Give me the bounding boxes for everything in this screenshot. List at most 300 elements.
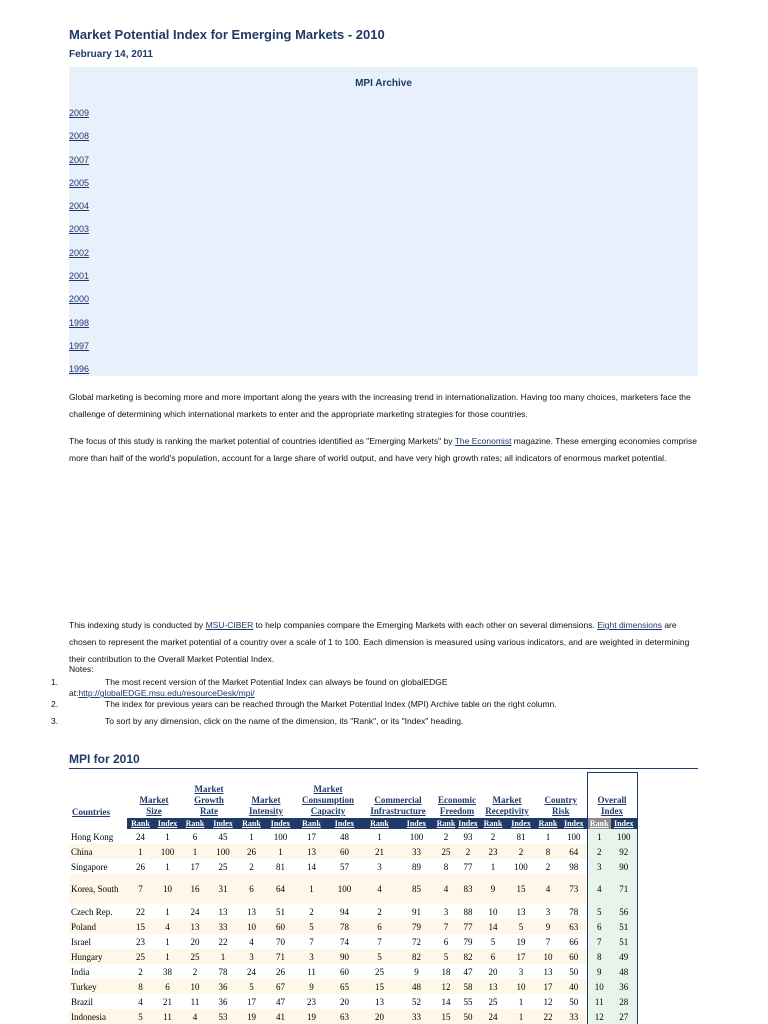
mpi-table — [69, 772, 638, 1024]
rank-cell: 10 — [237, 919, 266, 934]
rank-cell: 24 — [190, 906, 200, 917]
mpi-rank-index-header-row — [69, 818, 637, 829]
index-cell: 5 — [507, 919, 535, 934]
index-cell: 100 — [273, 831, 288, 842]
rank-cell: 5 — [587, 904, 611, 919]
rank-cell: 7 — [377, 936, 382, 947]
index-header-market-intensity[interactable]: Index — [266, 818, 295, 829]
country-name: Brazil — [71, 996, 93, 1007]
table-row — [69, 964, 637, 979]
rank-cell: 10 — [535, 949, 561, 964]
index-cell: 31 — [209, 874, 237, 904]
index-cell: 81 — [276, 861, 285, 872]
rank-cell: 25 — [181, 949, 209, 964]
rank-cell: 1 — [295, 874, 328, 904]
archive-link-2009[interactable]: 2009 — [69, 108, 90, 118]
note-3-text: To sort by any dimension, click on the name of the dimension, its "Rank", or its "Index" heading. — [105, 716, 464, 726]
index-cell: 79 — [463, 936, 473, 947]
note-1 — [51, 677, 448, 688]
rank-cell: 5 — [127, 1009, 154, 1024]
dimension-header-line: Infrastructure — [370, 806, 426, 816]
index-cell: 92 — [611, 844, 637, 859]
rank-cell: 14 — [307, 861, 316, 872]
index-cell: 81 — [516, 831, 526, 842]
index-cell: 100 — [611, 829, 637, 844]
country-name: Hungary — [69, 949, 127, 964]
index-cell: 11 — [154, 1009, 181, 1024]
index-cell: 28 — [611, 994, 637, 1009]
dimension-header-line: Growth — [194, 795, 224, 805]
dimension-header-line: Intensity — [248, 806, 283, 816]
index-cell: 1 — [209, 949, 237, 964]
index-header-market-consumption-capacity[interactable]: Index — [328, 818, 361, 829]
rank-cell: 12 — [435, 979, 457, 994]
rank-cell: 12 — [587, 1009, 611, 1024]
index-cell: 26 — [276, 966, 285, 977]
index-cell: 50 — [457, 1009, 479, 1024]
index-cell: 64 — [266, 874, 295, 904]
index-cell: 10 — [154, 874, 181, 904]
rank-cell: 22 — [136, 906, 145, 917]
rank-cell: 23 — [307, 996, 316, 1007]
index-cell: 71 — [266, 949, 295, 964]
index-header-economic-freedom[interactable]: Index — [458, 819, 478, 828]
index-cell: 20 — [340, 996, 349, 1007]
archive-link-1998[interactable]: 1998 — [69, 318, 90, 328]
rank-cell: 5 — [295, 919, 328, 934]
index-cell: 100 — [567, 831, 581, 842]
index-cell: 1 — [518, 996, 524, 1007]
eight-dimensions-link[interactable]: Eight dimensions — [597, 620, 662, 630]
rank-cell: 13 — [479, 979, 507, 994]
rank-cell: 1 — [127, 844, 154, 859]
economist-link[interactable]: The Economist — [454, 436, 512, 446]
index-cell: 90 — [328, 949, 361, 964]
rank-cell: 5 — [361, 949, 398, 964]
index-header-commercial-infrastructure[interactable]: Index — [398, 818, 435, 829]
note-2-number: 2. — [51, 699, 59, 709]
table-row — [69, 994, 637, 1009]
rank-cell: 25 — [375, 966, 384, 977]
dimension-header-market-consumption-capacity[interactable] — [295, 773, 361, 819]
rank-cell: 12 — [543, 996, 553, 1007]
index-cell: 33 — [209, 919, 237, 934]
index-cell: 1 — [266, 844, 295, 859]
dimension-header-line: Overall — [597, 795, 627, 805]
rank-cell: 11 — [307, 966, 316, 977]
index-cell: 3 — [518, 966, 524, 977]
archive-link-1996[interactable]: 1996 — [69, 364, 90, 374]
archive-title: MPI Archive — [355, 78, 412, 89]
dimension-header-economic-freedom[interactable] — [435, 773, 479, 819]
dimension-header-line: Freedom — [439, 806, 475, 816]
mpi-dimension-header-row — [69, 773, 637, 819]
rank-cell: 10 — [587, 979, 611, 994]
index-cell: 9 — [414, 966, 419, 977]
index-cell: 82 — [398, 949, 435, 964]
index-cell: 70 — [276, 936, 285, 947]
index-cell: 56 — [611, 904, 637, 919]
index-cell: 25 — [218, 861, 228, 872]
rank-cell: 4 — [587, 874, 611, 904]
index-cell: 100 — [154, 844, 181, 859]
dimension-header-line: Rate — [200, 806, 218, 816]
rank-cell: 3 — [587, 859, 611, 874]
index-cell: 49 — [611, 949, 637, 964]
country-name: Hong Kong — [71, 831, 114, 842]
index-cell: 60 — [561, 949, 587, 964]
rank-cell: 24 — [136, 831, 145, 842]
rank-header-market-growth-rate[interactable]: Rank — [181, 818, 209, 829]
rank-cell: 13 — [375, 996, 384, 1007]
rank-cell: 1 — [249, 831, 254, 842]
rank-cell: 7 — [545, 936, 551, 947]
rank-cell: 9 — [535, 919, 561, 934]
index-cell: 45 — [218, 831, 228, 842]
rank-cell: 1 — [587, 829, 611, 844]
country-name: Indonesia — [69, 1009, 127, 1024]
rank-cell: 6 — [443, 936, 449, 947]
index-cell: 64 — [561, 844, 587, 859]
rank-cell: 4 — [535, 874, 561, 904]
index-cell: 36 — [218, 996, 228, 1007]
dimension-header-line: Consumption — [301, 795, 355, 805]
index-cell: 77 — [463, 861, 473, 872]
rank-cell: 2 — [545, 861, 551, 872]
country-name: India — [71, 966, 90, 977]
archive-panel — [69, 67, 698, 376]
rank-cell: 21 — [361, 844, 398, 859]
rank-cell: 2 — [309, 906, 314, 917]
intro-paragraph-1: Global marketing is becoming more and more important along the years with the increasing trend in internationalization. Having too many choices, marketers face the challenge of determining which international markets to enter and the appropriate marketing strategies for those countries. — [69, 392, 691, 419]
index-cell: 65 — [328, 979, 361, 994]
rank-cell: 4 — [361, 874, 398, 904]
rank-cell: 13 — [295, 844, 328, 859]
index-cell: 33 — [398, 1009, 435, 1024]
rank-cell: 4 — [138, 996, 143, 1007]
rank-cell: 20 — [361, 1009, 398, 1024]
dimension-header-line: Commercial — [374, 795, 422, 805]
index-cell: 91 — [412, 906, 421, 917]
rank-cell: 13 — [181, 919, 209, 934]
index-cell: 74 — [340, 936, 349, 947]
mpi-divider — [69, 768, 698, 769]
index-cell: 41 — [266, 1009, 295, 1024]
intro-paragraph-2 — [69, 433, 698, 467]
rank-cell: 2 — [490, 831, 496, 842]
rank-cell: 6 — [587, 919, 611, 934]
globaledge-link[interactable]: http://globalEDGE.msu.edu/resourceDesk/mpi/ — [78, 688, 255, 698]
rank-cell: 4 — [435, 874, 457, 904]
index-cell: 51 — [611, 919, 637, 934]
index-cell: 51 — [276, 906, 285, 917]
index-cell: 47 — [276, 996, 285, 1007]
dimension-header-market-size[interactable] — [127, 773, 181, 819]
page-date: February 14, 2011 — [69, 49, 153, 60]
rank-cell: 8 — [443, 861, 449, 872]
country-name: Korea, South — [69, 874, 127, 904]
rank-cell: 24 — [247, 966, 256, 977]
rank-cell: 13 — [247, 906, 256, 917]
rank-cell: 5 — [490, 936, 496, 947]
index-cell: 66 — [569, 936, 579, 947]
index-cell: 48 — [340, 831, 349, 842]
index-cell: 83 — [457, 874, 479, 904]
table-row — [69, 979, 637, 994]
index-cell: 63 — [328, 1009, 361, 1024]
index-cell: 15 — [507, 874, 535, 904]
rank-cell: 10 — [488, 906, 498, 917]
table-row — [69, 919, 637, 934]
table-row — [69, 904, 637, 919]
index-cell: 33 — [398, 844, 435, 859]
index-cell: 2 — [457, 844, 479, 859]
index-cell: 10 — [507, 979, 535, 994]
rank-cell: 14 — [441, 996, 451, 1007]
table-row — [69, 844, 637, 859]
rank-cell: 6 — [361, 919, 398, 934]
rank-cell: 19 — [237, 1009, 266, 1024]
rank-header-market-receptivity[interactable]: Rank — [479, 818, 507, 829]
index-cell: 60 — [340, 966, 349, 977]
country-name: Czech Rep. — [71, 906, 113, 917]
index-cell: 33 — [561, 1009, 587, 1024]
rank-header-country-risk[interactable]: Rank — [535, 818, 561, 829]
archive-link-2003[interactable]: 2003 — [69, 224, 90, 234]
index-cell: 94 — [340, 906, 349, 917]
dimension-header-country-risk[interactable] — [535, 773, 587, 819]
archive-link-2001[interactable]: 2001 — [69, 271, 90, 281]
rank-cell: 7 — [587, 934, 611, 949]
index-cell: 93 — [463, 831, 473, 842]
index-header-market-size[interactable]: Index — [154, 818, 181, 829]
rank-cell: 3 — [377, 861, 382, 872]
index-cell: 13 — [516, 906, 526, 917]
msu-ciber-link[interactable]: MSU-CIBER — [205, 620, 254, 630]
rank-header-economic-freedom[interactable]: Rank — [436, 819, 456, 828]
rank-header-overall-index[interactable]: Rank — [587, 818, 611, 829]
index-cell: 27 — [611, 1009, 637, 1024]
index-cell: 50 — [569, 966, 579, 977]
rank-cell: 4 — [181, 1009, 209, 1024]
index-cell: 71 — [611, 874, 637, 904]
rank-cell: 15 — [435, 1009, 457, 1024]
index-cell: 38 — [163, 966, 172, 977]
note-2-text: The index for previous years can be reached through the Market Potential Index (MPI) Archive table on the right column. — [105, 699, 557, 709]
rank-cell: 23 — [479, 844, 507, 859]
dimension-header-overall-index[interactable] — [587, 773, 637, 819]
index-cell: 40 — [561, 979, 587, 994]
archive-link-2007[interactable]: 2007 — [69, 155, 90, 165]
intro-p3-text-b: to help companies compare the Emerging Markets with each other on several dimensions. — [253, 620, 598, 630]
index-cell: 58 — [457, 979, 479, 994]
rank-cell: 25 — [435, 844, 457, 859]
index-header-overall-index[interactable]: Index — [611, 818, 637, 829]
index-cell: 100 — [328, 874, 361, 904]
index-cell: 22 — [218, 936, 228, 947]
index-cell: 50 — [569, 996, 579, 1007]
index-cell: 77 — [457, 919, 479, 934]
dimension-header-market-receptivity[interactable] — [479, 773, 535, 819]
mpi-table-body — [69, 829, 637, 1024]
rank-cell: 5 — [237, 979, 266, 994]
rank-header-market-intensity[interactable]: Rank — [237, 818, 266, 829]
rank-cell: 1 — [377, 831, 382, 842]
index-header-market-receptivity[interactable]: Index — [507, 818, 535, 829]
note-1-number: 1. — [51, 677, 59, 687]
intro-p3-text-c: are chosen to represent the market potential of a country over a scale of 1 to 100. Each dimension is measured using various indicators, and are weighted in determining their contribution to the Overall Market Potential Index. — [69, 620, 690, 664]
note-1-line2 — [69, 688, 255, 699]
rank-cell: 8 — [587, 949, 611, 964]
index-cell: 60 — [328, 844, 361, 859]
rank-cell: 1 — [490, 861, 496, 872]
archive-link-2008[interactable]: 2008 — [69, 131, 90, 141]
index-cell: 1 — [165, 831, 170, 842]
rank-cell: 2 — [249, 861, 254, 872]
rank-cell: 26 — [237, 844, 266, 859]
rank-cell: 2 — [192, 966, 198, 977]
table-row — [69, 934, 637, 949]
index-cell: 78 — [569, 906, 579, 917]
rank-cell: 17 — [307, 831, 316, 842]
table-row — [69, 874, 637, 904]
rank-cell: 26 — [136, 861, 145, 872]
archive-link-2000[interactable]: 2000 — [69, 294, 90, 304]
index-cell: 85 — [398, 874, 435, 904]
rank-cell: 7 — [435, 919, 457, 934]
index-cell: 98 — [569, 861, 579, 872]
country-name: Israel — [71, 936, 91, 947]
dimension-header-line: Country — [544, 795, 577, 805]
rank-cell: 1 — [545, 831, 551, 842]
intro-p2-text-b: magazine. These emerging economies comprise more than half of the world's population, account for a large share of world output, and have very high growth rates; all indicators of enormous market potential. — [69, 436, 697, 463]
index-cell: 21 — [163, 996, 172, 1007]
rank-cell: 2 — [443, 831, 449, 842]
index-cell: 4 — [154, 919, 181, 934]
rank-cell: 3 — [295, 949, 328, 964]
page-title: Market Potential Index for Emerging Markets - 2010 — [69, 27, 385, 42]
country-name: Turkey — [69, 979, 127, 994]
rank-cell: 25 — [127, 949, 154, 964]
rank-cell: 13 — [543, 966, 553, 977]
dimension-header-market-growth-rate[interactable] — [181, 773, 237, 819]
archive-link-2005[interactable]: 2005 — [69, 178, 90, 188]
dimension-header-line: Size — [146, 806, 162, 816]
index-cell: 100 — [409, 831, 424, 842]
dimension-header-line: Market — [313, 784, 343, 794]
index-cell: 6 — [154, 979, 181, 994]
dimension-header-line: Risk — [551, 806, 570, 816]
index-cell: 90 — [611, 859, 637, 874]
dimension-header-line: Economic — [438, 795, 476, 805]
index-cell: 67 — [266, 979, 295, 994]
index-cell: 100 — [514, 861, 528, 872]
index-cell: 51 — [611, 934, 637, 949]
dimension-header-line: Market — [492, 795, 522, 805]
archive-link-2004[interactable]: 2004 — [69, 201, 90, 211]
index-cell: 88 — [463, 906, 473, 917]
index-header-country-risk[interactable]: Index — [561, 818, 587, 829]
index-cell: 1 — [154, 949, 181, 964]
index-cell: 52 — [412, 996, 421, 1007]
rank-header-market-size[interactable]: Rank — [127, 818, 154, 829]
rank-cell: 17 — [190, 861, 200, 872]
dimension-header-market-intensity[interactable] — [237, 773, 295, 819]
index-cell: 53 — [209, 1009, 237, 1024]
rank-header-market-consumption-capacity[interactable]: Rank — [295, 818, 328, 829]
index-cell: 2 — [507, 844, 535, 859]
rank-cell: 22 — [535, 1009, 561, 1024]
rank-cell: 6 — [479, 949, 507, 964]
index-cell: 36 — [611, 979, 637, 994]
rank-cell: 8 — [535, 844, 561, 859]
rank-cell: 9 — [479, 874, 507, 904]
rank-cell: 19 — [295, 1009, 328, 1024]
index-cell: 63 — [561, 919, 587, 934]
index-cell: 48 — [611, 964, 637, 979]
rank-cell: 10 — [181, 979, 209, 994]
rank-cell: 6 — [237, 874, 266, 904]
rank-cell: 3 — [237, 949, 266, 964]
rank-cell: 5 — [435, 949, 457, 964]
dimension-header-commercial-infrastructure[interactable] — [361, 773, 435, 819]
index-cell: 82 — [457, 949, 479, 964]
rank-cell: 6 — [192, 831, 198, 842]
dimension-header-line: Capacity — [310, 806, 346, 816]
dimension-header-line: Market — [194, 784, 224, 794]
intro-paragraph-3 — [69, 617, 698, 668]
index-cell: 72 — [412, 936, 421, 947]
index-cell: 1 — [165, 936, 170, 947]
rank-cell: 7 — [127, 874, 154, 904]
index-cell: 89 — [412, 861, 421, 872]
archive-link-1997[interactable]: 1997 — [69, 341, 90, 351]
mpi-heading: MPI for 2010 — [69, 752, 140, 766]
index-cell: 36 — [209, 979, 237, 994]
index-cell: 55 — [463, 996, 473, 1007]
index-cell: 78 — [218, 966, 228, 977]
country-name: Singapore — [71, 861, 108, 872]
countries-header[interactable]: Countries — [72, 807, 110, 817]
note-1-at: at: — [69, 688, 79, 698]
rank-header-commercial-infrastructure[interactable]: Rank — [361, 818, 398, 829]
rank-cell: 20 — [488, 966, 498, 977]
table-row — [69, 859, 637, 874]
rank-cell: 17 — [247, 996, 256, 1007]
index-cell: 78 — [328, 919, 361, 934]
dimension-header-line: Receptivity — [485, 806, 529, 816]
dimension-header-line: Index — [600, 806, 623, 816]
note-1-text: The most recent version of the Market Potential Index can always be found on globalEDGE — [105, 677, 448, 687]
intro-p3-text-a: This indexing study is conducted by — [69, 620, 206, 630]
index-cell: 73 — [561, 874, 587, 904]
rank-cell: 3 — [443, 906, 449, 917]
index-cell: 79 — [398, 919, 435, 934]
index-cell: 48 — [398, 979, 435, 994]
archive-link-2002[interactable]: 2002 — [69, 248, 90, 258]
rank-cell: 4 — [249, 936, 254, 947]
index-header-market-growth-rate[interactable]: Index — [209, 818, 237, 829]
rank-cell: 25 — [488, 996, 498, 1007]
rank-cell: 2 — [587, 844, 611, 859]
note-2 — [51, 699, 557, 710]
table-row — [69, 1009, 637, 1024]
rank-cell: 18 — [441, 966, 451, 977]
country-name: China — [69, 844, 127, 859]
rank-cell: 17 — [535, 979, 561, 994]
index-cell: 13 — [218, 906, 228, 917]
rank-cell: 9 — [295, 979, 328, 994]
